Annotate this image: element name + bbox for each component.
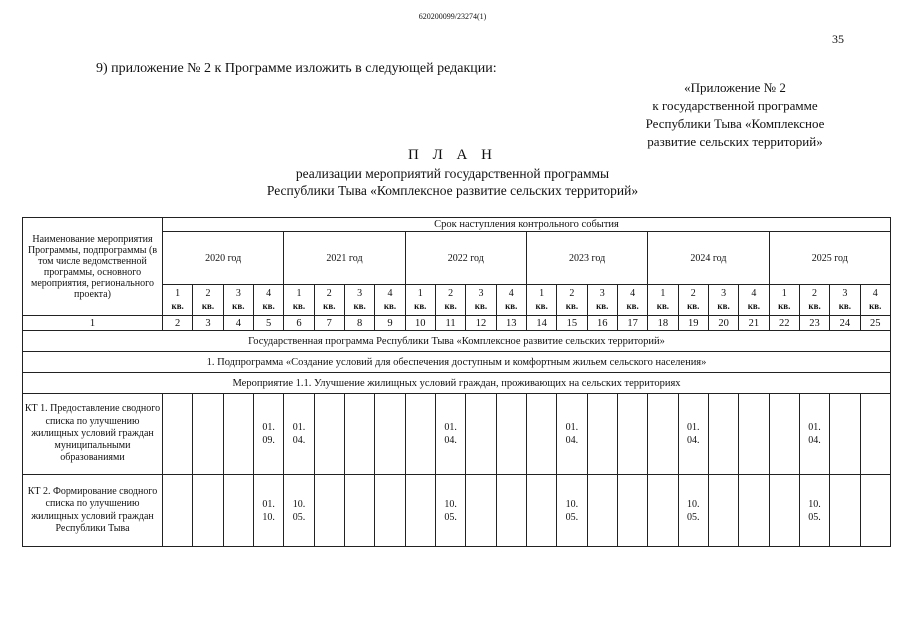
quarter-label: кв. <box>232 301 245 311</box>
column-number: 19 <box>678 316 708 331</box>
quarter-header <box>193 285 223 316</box>
plan-table <box>22 217 891 547</box>
page-number: 35 <box>832 32 844 46</box>
deadline-date: 10. 05. <box>565 498 579 523</box>
quarter-header <box>830 285 860 316</box>
quarter-label: кв. <box>747 301 761 311</box>
column-number: 23 <box>799 316 829 331</box>
deadline-date: 01. 04. <box>444 422 457 446</box>
quarter-number: 2 <box>205 288 211 299</box>
deadline-cell <box>163 475 193 547</box>
section-row <box>23 331 891 352</box>
quarter-number: 3 <box>235 288 241 299</box>
quarter-label: кв. <box>444 301 457 311</box>
quarter-header <box>496 285 526 316</box>
appendix-line: к государственной программе <box>652 98 818 113</box>
quarter-header <box>526 285 556 316</box>
deadline-cell <box>163 394 193 475</box>
deadline-cell <box>648 394 678 475</box>
quarter-label: кв. <box>474 301 488 311</box>
column-number: 2 <box>163 316 193 331</box>
deadline-cell <box>496 475 526 547</box>
quarter-number: 2 <box>326 288 332 299</box>
deadline-cell <box>526 394 556 475</box>
column-number: 21 <box>739 316 769 331</box>
table-row <box>23 475 891 547</box>
quarter-header <box>799 285 829 316</box>
quarter-header <box>769 285 799 316</box>
deadline-cell <box>678 394 708 475</box>
column-number: 18 <box>648 316 678 331</box>
quarter-label: кв. <box>717 301 730 311</box>
column-number: 14 <box>526 316 556 331</box>
quarter-label: кв. <box>171 301 184 311</box>
quarter-number: 4 <box>751 288 757 299</box>
deadline-cell <box>253 475 283 547</box>
section-title: Мероприятие 1.1. Улучшение жилищных условий граждан, проживающих на сельских территориях <box>23 373 891 394</box>
deadline-cell <box>466 394 496 475</box>
deadline-cell <box>587 394 617 475</box>
quarter-number: 1 <box>539 288 545 299</box>
deadline-cell <box>435 394 465 475</box>
quarter-header <box>739 285 769 316</box>
quarter-label: кв. <box>808 301 821 311</box>
column-number: 9 <box>375 316 405 331</box>
column-number: 5 <box>253 316 283 331</box>
quarter-label: кв. <box>414 301 427 311</box>
quarter-number: 3 <box>357 288 363 299</box>
quarter-header <box>678 285 708 316</box>
quarter-number: 1 <box>660 288 666 299</box>
deadline-cell <box>496 394 526 475</box>
deadline-cell <box>405 475 435 547</box>
deadline-cell <box>617 475 647 547</box>
deadline-cell <box>284 394 314 475</box>
quarter-number: 4 <box>508 288 514 299</box>
quarter-label: кв. <box>535 301 548 311</box>
appendix-line: «Приложение № 2 <box>684 80 786 95</box>
deadline-cell <box>830 394 860 475</box>
quarter-header <box>163 285 193 316</box>
deadline-cell <box>375 475 405 547</box>
quarter-label: кв. <box>262 301 275 311</box>
control-event-name: КТ 2. Формирование сводного списка по улучшению жилищных условий граждан Республики Тыва <box>23 475 163 547</box>
column-number: 13 <box>496 316 526 331</box>
quarter-number: 3 <box>721 288 727 299</box>
quarter-header <box>557 285 587 316</box>
quarter-header <box>860 285 890 316</box>
quarter-header <box>648 285 678 316</box>
deadline-cell <box>617 394 647 475</box>
quarter-number: 3 <box>842 288 848 299</box>
year-header: 2020 год <box>163 232 284 285</box>
quarter-label: кв. <box>869 301 882 311</box>
deadline-cell <box>557 394 587 475</box>
deadline-cell <box>466 475 496 547</box>
deadline-cell <box>193 394 223 475</box>
column-number: 10 <box>405 316 435 331</box>
deadline-date: 10. 05. <box>686 498 700 523</box>
year-header: 2021 год <box>284 232 405 285</box>
section-row <box>23 352 891 373</box>
deadline-cell <box>223 394 253 475</box>
quarter-number: 3 <box>599 288 605 299</box>
deadline-date: 10. 05. <box>444 498 457 523</box>
deadline-cell <box>587 475 617 547</box>
column-number: 6 <box>284 316 314 331</box>
deadline-cell <box>860 394 890 475</box>
deadline-date: 01. 09. <box>262 422 275 446</box>
deadline-date: 01. 10. <box>262 498 275 523</box>
plan-subtitle-line: Республики Тыва «Комплексное развитие сельских территорий» <box>266 183 639 198</box>
quarter-label: кв. <box>626 301 639 311</box>
deadline-cell <box>678 475 708 547</box>
deadline-cell <box>557 475 587 547</box>
quarter-header <box>405 285 435 316</box>
plan-subtitle-line: реализации мероприятий государственной программы <box>295 166 610 181</box>
quarter-header <box>284 285 314 316</box>
plan-title: П Л А Н <box>408 147 497 163</box>
name-column-header: Наименование мероприятия Программы, подпрограммы (в том числе ведомственной программы, основного мероприятия, регионального проекта) <box>23 218 163 316</box>
deadline-cell <box>739 394 769 475</box>
deadline-header: Срок наступления контрольного события <box>163 218 891 232</box>
quarter-label: кв. <box>292 301 306 311</box>
quarter-label: кв. <box>565 301 579 311</box>
deadline-date: 10. 05. <box>292 498 306 523</box>
quarter-header <box>314 285 344 316</box>
deadline-date: 10. 05. <box>808 498 821 523</box>
column-number: 16 <box>587 316 617 331</box>
column-number: 22 <box>769 316 799 331</box>
deadline-cell <box>284 475 314 547</box>
column-number: 8 <box>344 316 374 331</box>
year-header: 2022 год <box>405 232 526 285</box>
deadline-cell <box>648 475 678 547</box>
quarter-label: кв. <box>505 301 518 311</box>
quarter-header <box>253 285 283 316</box>
quarter-label: кв. <box>778 301 791 311</box>
deadline-cell <box>253 394 283 475</box>
column-number: 3 <box>193 316 223 331</box>
quarter-number: 1 <box>175 288 181 299</box>
appendix-heading <box>600 79 870 151</box>
quarter-label: кв. <box>656 301 670 311</box>
deadline-cell <box>799 394 829 475</box>
quarter-header <box>344 285 374 316</box>
quarter-number: 4 <box>872 288 878 299</box>
deadline-cell <box>314 475 344 547</box>
control-event-name: КТ 1. Предоставление сводного списка по улучшению жилищных условий граждан муниципальными образованиями <box>23 394 163 475</box>
deadline-cell <box>708 394 738 475</box>
deadline-cell <box>526 475 556 547</box>
quarter-number: 2 <box>690 288 696 299</box>
column-number: 1 <box>23 316 163 331</box>
quarter-label: кв. <box>838 301 852 311</box>
deadline-cell <box>314 394 344 475</box>
deadline-cell <box>769 394 799 475</box>
quarter-header <box>466 285 496 316</box>
quarter-label: кв. <box>687 301 700 311</box>
deadline-cell <box>739 475 769 547</box>
year-header: 2025 год <box>769 232 890 285</box>
column-numbers-row <box>23 316 891 331</box>
appendix-line: Республики Тыва «Комплексное <box>645 116 825 131</box>
section-title: 1. Подпрограмма «Создание условий для обеспечения доступным и комфортным жильем сельского населения» <box>23 352 891 373</box>
deadline-date: 01. 04. <box>292 422 306 446</box>
quarter-number: 2 <box>448 288 454 299</box>
quarter-number: 2 <box>812 288 818 299</box>
table-row <box>23 394 891 475</box>
column-number: 25 <box>860 316 890 331</box>
column-number: 12 <box>466 316 496 331</box>
section-row <box>23 373 891 394</box>
quarter-number: 4 <box>266 288 272 299</box>
year-header: 2024 год <box>648 232 769 285</box>
document-id: 620200099/23274(1) <box>418 12 487 21</box>
appendix-line: развитие сельских территорий» <box>647 134 823 149</box>
quarter-header <box>587 285 617 316</box>
deadline-cell <box>860 475 890 547</box>
quarter-label: кв. <box>201 301 215 311</box>
quarter-number: 4 <box>630 288 636 299</box>
deadline-date: 01. 04. <box>565 422 579 446</box>
intro-text: 9) приложение № 2 к Программе изложить в следующей редакции: <box>96 61 497 76</box>
quarter-number: 1 <box>417 288 423 299</box>
quarter-number: 1 <box>781 288 787 299</box>
deadline-cell <box>193 475 223 547</box>
plan-subtitle <box>0 165 905 199</box>
quarter-label: кв. <box>383 301 397 311</box>
year-header: 2023 год <box>526 232 647 285</box>
quarter-header <box>375 285 405 316</box>
header-row <box>23 218 891 232</box>
quarter-header <box>223 285 253 316</box>
quarter-number: 3 <box>478 288 484 299</box>
deadline-cell <box>769 475 799 547</box>
quarter-number: 1 <box>296 288 302 299</box>
quarter-label: кв. <box>353 301 366 311</box>
quarter-header <box>708 285 738 316</box>
deadline-cell <box>344 475 374 547</box>
deadline-cell <box>405 394 435 475</box>
column-number: 15 <box>557 316 587 331</box>
section-title: Государственная программа Республики Тыва «Комплексное развитие сельских территорий» <box>23 331 891 352</box>
quarter-header <box>435 285 465 316</box>
quarter-number: 2 <box>569 288 575 299</box>
deadline-cell <box>375 394 405 475</box>
quarter-label: кв. <box>323 301 336 311</box>
deadline-cell <box>830 475 860 547</box>
quarter-number: 4 <box>387 288 393 299</box>
column-number: 7 <box>314 316 344 331</box>
column-number: 24 <box>830 316 860 331</box>
column-number: 20 <box>708 316 738 331</box>
deadline-cell <box>435 475 465 547</box>
deadline-cell <box>223 475 253 547</box>
deadline-date: 01. 04. <box>686 422 700 446</box>
deadline-cell <box>708 475 738 547</box>
quarter-header <box>617 285 647 316</box>
deadline-cell <box>344 394 374 475</box>
deadline-date: 01. 04. <box>808 422 821 446</box>
deadline-cell <box>799 475 829 547</box>
quarter-label: кв. <box>596 301 609 311</box>
column-number: 11 <box>435 316 465 331</box>
column-number: 17 <box>617 316 647 331</box>
column-number: 4 <box>223 316 253 331</box>
